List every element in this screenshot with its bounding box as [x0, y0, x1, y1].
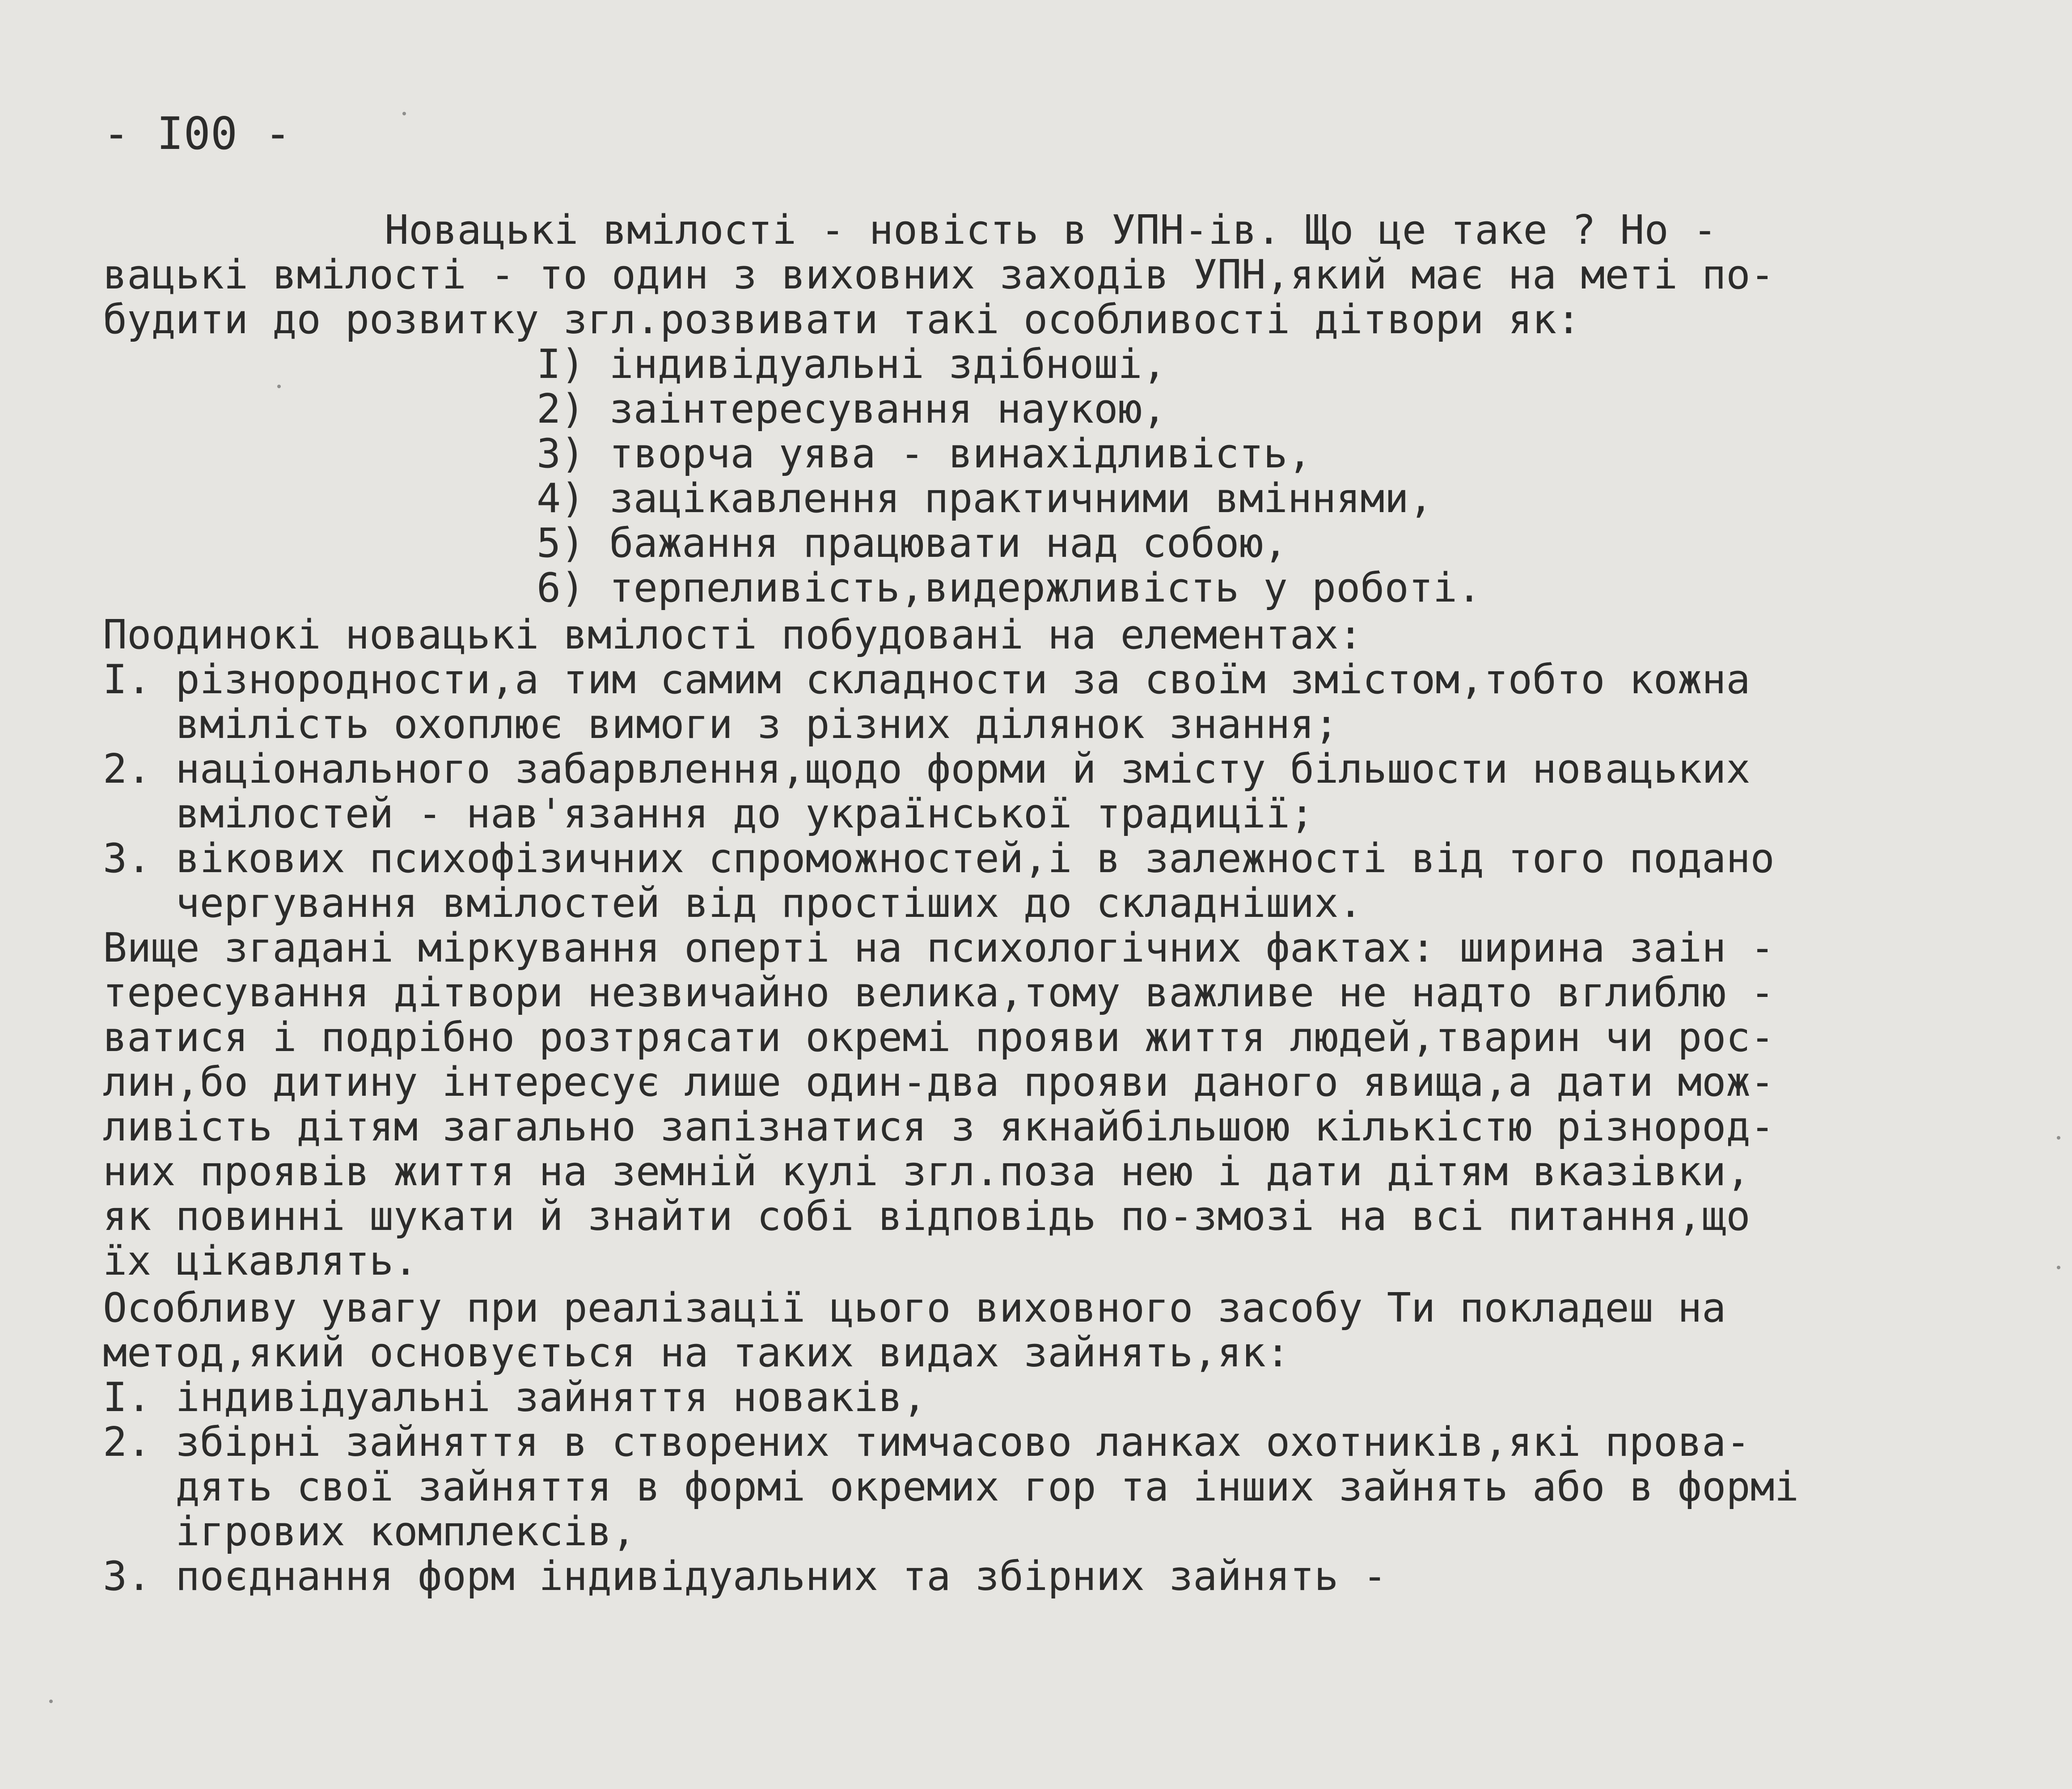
list-item: 3. вікових психофізичних спроможностей,і в залежності від того подано: [103, 835, 1775, 882]
paragraph-line: Новацькі вмілості - новість в УПН-ів. Що це таке ? Но -: [385, 207, 1717, 254]
paragraph-line: метод,який основується на таких видах зайнять,як:: [103, 1329, 1290, 1376]
ink-speck: [2057, 1266, 2060, 1269]
list-item: 2. національного забарвлення,щодо форми й змісту більшости новацьких: [103, 746, 1751, 793]
paragraph-line: їх цікавлять.: [103, 1238, 418, 1285]
list-item: 6) терпеливість,видержливість у роботі.: [537, 564, 1482, 611]
list-item: 5) бажання працювати над собою,: [537, 520, 1288, 567]
list-item: 4) зацікавлення практичними вміннями,: [537, 475, 1433, 522]
list-item: 3. поєднання форм індивідуальних та збірних зайнять -: [103, 1553, 1387, 1600]
list-item: 2) заінтересування наукою,: [537, 386, 1167, 432]
list-item: чергування вмілостей від простіших до складніших.: [103, 880, 1363, 927]
paragraph-line: Вище згадані міркування оперті на психологічних фактах: ширина заін -: [103, 924, 1775, 971]
list-item: вмілостей - нав'язання до української традиції;: [103, 790, 1315, 837]
page-number: - I00 -: [103, 107, 292, 160]
ink-speck: [277, 385, 281, 388]
ink-speck: [2057, 1136, 2060, 1140]
paragraph-line: вацькі вмілості - то один з виховних заходів УПН,який має на меті по-: [103, 251, 1775, 298]
list-item: ігрових комплексів,: [103, 1508, 636, 1555]
paragraph-line: тересування дітвори незвичайно велика,тому важливе не надто вглиблю -: [103, 969, 1775, 1016]
paragraph-line: ватися і подрібно розтрясати окремі прояви життя людей,тварин чи рос-: [103, 1014, 1775, 1061]
list-item: 3) творча уява - винахідливість,: [537, 430, 1312, 477]
paragraph-line: будити до розвитку згл.розвивати такі особливості дітвори як:: [103, 296, 1581, 343]
section-intro: Поодинокі новацькі вмілості побудовані на елементах:: [103, 611, 1363, 658]
paragraph-line: них проявів життя на земній кулі згл.поза нею і дати дітям вказівки,: [103, 1148, 1751, 1195]
list-item: дять свої зайняття в формі окремих гор та інших зайнять або в формі: [103, 1463, 1799, 1510]
ink-speck: [49, 1700, 53, 1703]
paragraph-line: як повинні шукати й знайти собі відповідь по-змозі на всі питання,що: [103, 1193, 1751, 1240]
paragraph-line: лин,бо дитину інтересує лише один-два прояви даного явища,а дати мож-: [103, 1059, 1775, 1106]
paragraph-line: ливість дітям загально запізнатися з якнайбільшою кількістю різнород-: [103, 1103, 1775, 1150]
ink-speck: [402, 112, 406, 115]
list-item: 2. збірні зайняття в створених тимчасово ланках охотників,які прова-: [103, 1419, 1751, 1466]
list-item: I. різнородности,а тим самим складности за своїм змістом,тобто кожна: [103, 656, 1751, 703]
paragraph-line: Особливу увагу при реалізації цього виховного засобу Ти покладеш на: [103, 1285, 1726, 1331]
list-item: I. індивідуальні зайняття новаків,: [103, 1374, 927, 1421]
list-item: вмілість охоплює вимоги з різних ділянок знання;: [103, 701, 1339, 748]
list-item: I) індивідуальні здібноші,: [537, 341, 1167, 388]
